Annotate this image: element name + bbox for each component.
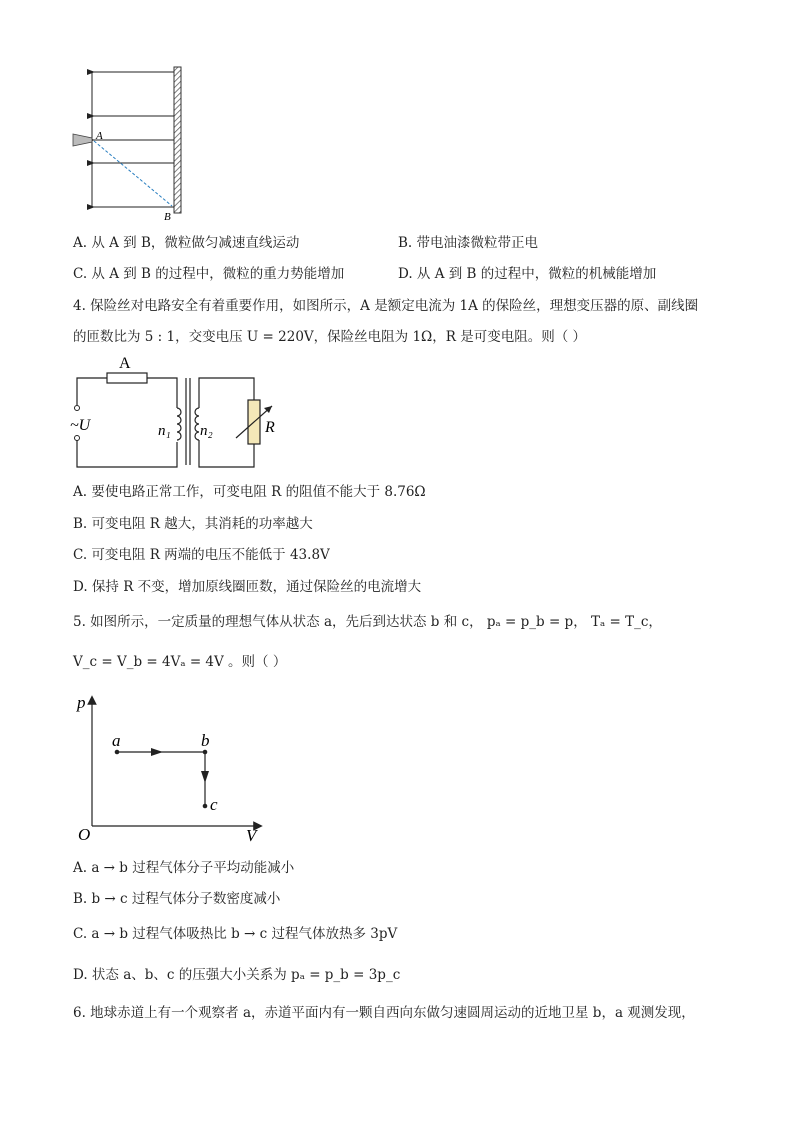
field-plate-figure	[60, 60, 200, 225]
state-a-label: a	[112, 731, 121, 750]
q5-option-c: C. a → b 过程气体吸热比 b → c 过程气体放热多 3pV	[73, 926, 398, 942]
p-axis-label: p	[77, 693, 86, 712]
q4-option-d: D. 保持 R 不变，增加原线圈匝数，通过保险丝的电流增大	[73, 579, 422, 595]
q4-option-a: A. 要使电路正常工作，可变电阻 R 的阻值不能大于 8.76Ω	[73, 484, 426, 500]
q3-option-a: A. 从 A 到 B，微粒做匀减速直线运动	[73, 235, 300, 251]
terminal-bottom	[75, 436, 80, 441]
q4-stem-line2: 的匝数比为 5 : 1，交变电压 U = 220V，保险丝电阻为 1Ω，R 是可变电阻。则（ ）	[73, 329, 586, 345]
q4-option-b: B. 可变电阻 R 越大，其消耗的功率越大	[73, 516, 313, 532]
trajectory-path	[94, 141, 172, 206]
fuse	[107, 373, 147, 383]
q4-stem-line1: 4. 保险丝对电路安全有着重要作用，如图所示，A 是额定电流为 1A 的保险丝，理想变压器的原、副线圈	[73, 298, 699, 314]
v-axis-label: V	[246, 826, 257, 845]
point-a-label: A	[96, 130, 103, 142]
q5-option-d: D. 状态 a、b、c 的压强大小关系为 pₐ = p_b = 3p_c	[73, 967, 401, 983]
terminal-top	[75, 406, 80, 411]
state-b-label: b	[201, 731, 210, 750]
q3-option-b: B. 带电油漆微粒带正电	[398, 235, 539, 251]
q6-stem-line1: 6. 地球赤道上有一个观察者 a，赤道平面内有一颗自西向东做匀速圆周运动的近地卫星 b，a 观测发现，	[73, 1005, 695, 1021]
q3-option-c: C. 从 A 到 B 的过程中，微粒的重力势能增加	[73, 266, 345, 282]
charged-plate	[174, 67, 181, 213]
n2-label: n₂	[200, 423, 213, 439]
state-c-point	[203, 804, 208, 809]
q3-option-d: D. 从 A 到 B 的过程中，微粒的机械能增加	[398, 266, 657, 282]
spray-nozzle-icon	[73, 134, 92, 146]
origin-label: O	[78, 825, 91, 844]
transformer-circuit-figure	[64, 350, 284, 475]
q5-option-a: A. a → b 过程气体分子平均动能减小	[73, 860, 295, 876]
fuse-label: A	[119, 355, 131, 372]
r-label: R	[265, 419, 275, 436]
pv-diagram-figure	[70, 688, 270, 848]
secondary-coil	[195, 408, 199, 440]
n1-label: n₁	[158, 423, 171, 439]
q5-option-b: B. b → c 过程气体分子数密度减小	[73, 891, 281, 907]
q5-stem-line1: 5. 如图所示，一定质量的理想气体从状态 a，先后到达状态 b 和 c， pₐ = p_b = p， Tₐ = T_c，	[73, 614, 662, 630]
state-b-point	[203, 750, 208, 755]
q5-stem-line2: V_c = V_b = 4Vₐ = 4V 。则（ ）	[73, 654, 287, 670]
source-label: ~U	[70, 417, 91, 434]
primary-coil	[177, 408, 181, 440]
state-c-label: c	[210, 795, 218, 814]
q4-option-c: C. 可变电阻 R 两端的电压不能低于 43.8V	[73, 547, 330, 563]
state-a-point	[115, 750, 120, 755]
point-b-label: B	[164, 211, 171, 223]
